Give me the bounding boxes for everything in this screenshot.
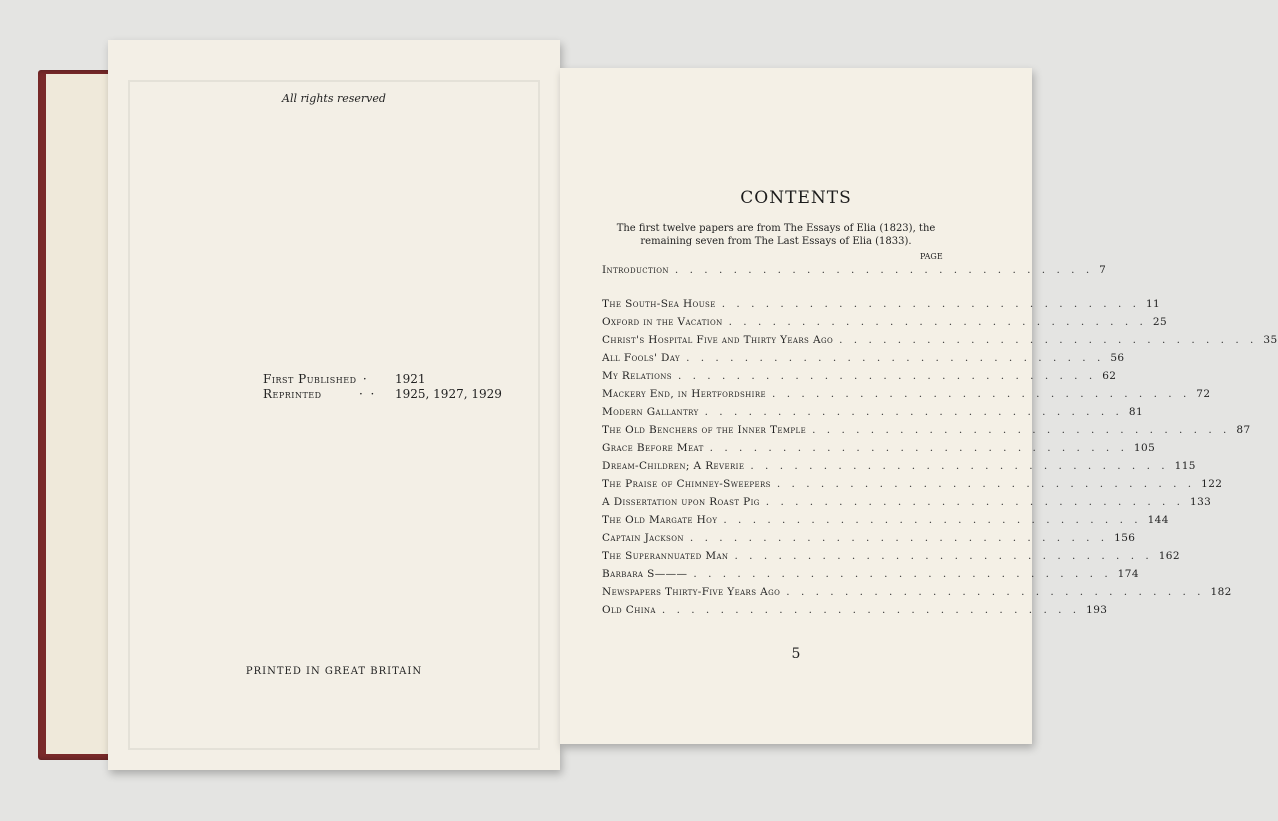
toc-entry (602, 550, 1180, 562)
reprinted-value: 1925, 1927, 1929 (395, 387, 502, 401)
toc-entry-page: 56 (1110, 352, 1125, 364)
toc-entry (602, 604, 1108, 616)
dot-leader: . . . . . . . . . . . . . . . . . . . . . . . . . . . . . (772, 388, 1191, 400)
printed-in-notice: PRINTED IN GREAT BRITAIN (245, 666, 423, 677)
toc-entry-page: 182 (1210, 586, 1232, 598)
toc-entry-page: 62 (1102, 370, 1117, 382)
toc-entry-title: Christ's Hospital Five and Thirty Years Ago (602, 334, 834, 346)
toc-entry-title: Newspapers Thirty-Five Years Ago (602, 586, 781, 598)
toc-entry-page: 87 (1236, 424, 1251, 436)
toc-entry-page: 122 (1201, 478, 1223, 490)
dot-leader: . . . . . . . . . . . . . . . . . . . . . . . . . . . . . (661, 604, 1081, 616)
toc-entry (602, 532, 1136, 544)
toc-entry-title: My Relations (602, 370, 672, 382)
dot-leader: . . . . . . . . . . . . . . . . . . . . . . . . . . . . . (693, 568, 1112, 580)
dot-leader: . . . . . . . . . . . . . . . . . . . . . . . . . . . . . (734, 550, 1153, 562)
toc-entry-title: Oxford in the Vacation (602, 316, 723, 328)
toc-entry (602, 442, 1156, 454)
page-column-label: PAGE (920, 252, 943, 261)
toc-entry-page: 35 (1263, 334, 1278, 346)
toc-entry-page: 105 (1133, 442, 1156, 454)
toc-entry-page: 25 (1152, 316, 1168, 328)
toc-entry-title: A Dissertation upon Roast Pig (602, 496, 760, 508)
dot-leader: . . . . . . . . . . . . . . . . . . . . . . . . . . . . . (750, 460, 1169, 472)
toc-entry-page: 174 (1117, 568, 1139, 580)
toc-entry-page: 11 (1145, 298, 1161, 310)
toc-entry-title: Modern Gallantry (602, 406, 699, 418)
toc-entry (602, 496, 1212, 508)
toc-entry (602, 460, 1196, 472)
dot-leader: . . . . . . . . . . . . . . . . . . . . . . . . . . . . . (704, 406, 1123, 418)
toc-entry (602, 298, 1161, 310)
publication-history: First Published · 1921 Reprinted · · 1925, 1927, 1929 (263, 372, 502, 401)
toc-entry-title: The Old Benchers of the Inner Temple (602, 424, 807, 436)
reprinted-label: Reprinted (263, 387, 322, 401)
table-of-contents (602, 264, 1278, 622)
toc-entry-title: The Superannuated Man (602, 550, 729, 562)
toc-entry-page: 156 (1114, 532, 1136, 544)
dot-leader: . . . . . . . . . . . . . . . . . . . . . . . . . . . . . (723, 514, 1142, 526)
toc-entry (602, 478, 1223, 490)
toc-entry-title: The South-Sea House (602, 298, 716, 310)
first-published-value: 1921 (395, 372, 426, 386)
toc-entry-page: 133 (1190, 496, 1212, 508)
left-page (108, 40, 560, 770)
right-page (560, 68, 1278, 744)
toc-entry-title: Old China (602, 604, 656, 616)
contents-note: The first twelve papers are from The Essays of Elia (1823), the remaining seven from The Last Essays of Elia (1833). (616, 223, 936, 247)
toc-entry (602, 316, 1168, 328)
toc-entry (602, 406, 1144, 418)
toc-entry-page: 81 (1128, 406, 1144, 418)
first-published-label: First Published (263, 372, 357, 386)
toc-entry-title: Captain Jackson (602, 532, 684, 544)
contents-title: CONTENTS (740, 188, 852, 208)
toc-entry-title: Dream-Children; A Reverie (602, 460, 745, 472)
dot-leader: . . . . . . . . . . . . . . . . . . . . . . . . . . . . . (839, 334, 1258, 346)
rights-notice: All rights reserved (282, 92, 386, 105)
dot-leader: . . . . . . . . . . . . . . . . . . . . . . . . . . . . . (709, 442, 1128, 454)
toc-entry-title: Grace Before Meat (602, 442, 704, 454)
toc-entry-title: The Praise of Chimney-Sweepers (602, 478, 771, 490)
toc-entry (602, 352, 1125, 364)
dot-leader: . . . . . . . . . . . . . . . . . . . . . . . . . . . . . (765, 496, 1185, 508)
endpaper (46, 74, 112, 754)
page-number: 5 (791, 646, 801, 662)
dot-leader: . . . . . . . . . . . . . . . . . . . . . . . . . . . . . (721, 298, 1140, 310)
toc-entry (602, 568, 1139, 580)
toc-entry-page: 144 (1147, 514, 1169, 526)
toc-entry-title: The Old Margate Hoy (602, 514, 718, 526)
toc-entry-title: All Fools' Day (602, 352, 681, 364)
toc-entry-title: Introduction (602, 264, 669, 276)
dot-leader: . . . . . . . . . . . . . . . . . . . . . . . . . . . . . (689, 532, 1109, 544)
dot-leader: . . . . . . . . . . . . . . . . . . . . . . . . . . . . . (674, 264, 1094, 276)
dot-leader: . . . . . . . . . . . . . . . . . . . . . . . . . . . . . (686, 352, 1105, 364)
toc-entry (602, 586, 1232, 598)
toc-entry (602, 334, 1278, 346)
toc-entry (602, 264, 1107, 276)
toc-entry-page: 193 (1086, 604, 1108, 616)
dot-leader: . . . . . . . . . . . . . . . . . . . . . . . . . . . . . (677, 370, 1097, 382)
toc-entry-page: 115 (1174, 460, 1196, 472)
toc-entry (602, 424, 1251, 436)
toc-entry (602, 370, 1117, 382)
toc-entry-page: 7 (1099, 264, 1107, 276)
toc-entry (602, 388, 1211, 400)
toc-entry-page: 72 (1196, 388, 1211, 400)
dot-leader: . . . . . . . . . . . . . . . . . . . . . . . . . . . . . (812, 424, 1231, 436)
dot-leader: . . . . . . . . . . . . . . . . . . . . . . . . . . . . . (728, 316, 1147, 328)
dot-leader: . . . . . . . . . . . . . . . . . . . . . . . . . . . . . (776, 478, 1196, 490)
title-page-show-through (128, 80, 540, 750)
dot-leader: . . . . . . . . . . . . . . . . . . . . . . . . . . . . . (786, 586, 1205, 598)
toc-entry-title: Barbara S——— (602, 568, 688, 580)
toc-entry-page: 162 (1158, 550, 1180, 562)
toc-entry (602, 514, 1169, 526)
toc-entry-title: Mackery End, in Hertfordshire (602, 388, 767, 400)
